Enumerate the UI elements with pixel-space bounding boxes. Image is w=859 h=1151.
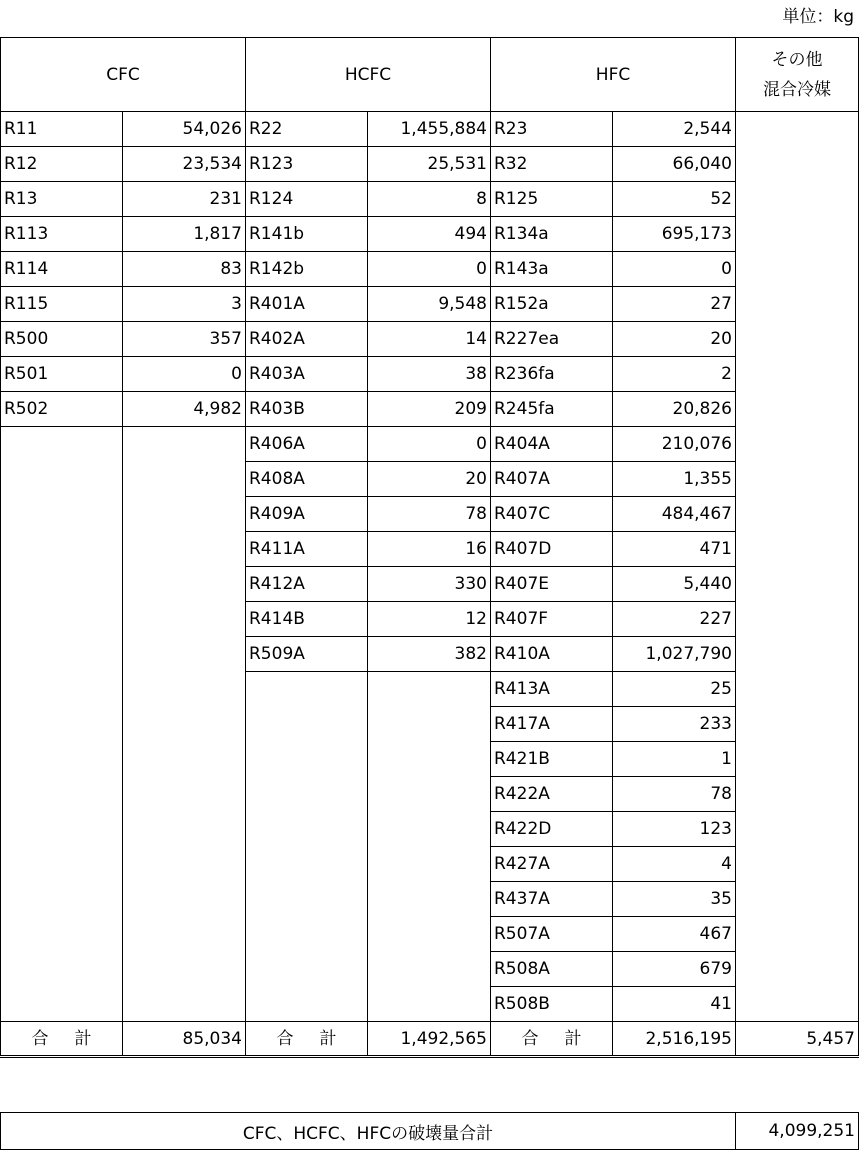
hfc-refrigerant-name: R407D [491,532,613,567]
hfc-refrigerant-name: R23 [491,112,613,147]
hcfc-refrigerant-name: R402A [246,322,368,357]
total-label-char: 合 [276,1028,294,1049]
cfc-refrigerant-name: R12 [1,147,123,182]
hcfc-refrigerant-value: 382 [368,637,491,672]
grand-total-row [1,1113,859,1150]
hfc-refrigerant-name: R143a [491,252,613,287]
hcfc-refrigerant-name: R403A [246,357,368,392]
table-row [1,112,859,147]
hcfc-header: HCFC [246,38,491,112]
hfc-refrigerant-value: 484,467 [613,497,736,532]
hfc-refrigerant-name: R407E [491,567,613,602]
hcfc-refrigerant-value: 20 [368,462,491,497]
cfc-refrigerant-name: R502 [1,392,123,427]
hcfc-refrigerant-value: 209 [368,392,491,427]
hfc-refrigerant-value: 52 [613,182,736,217]
hcfc-refrigerant-value: 0 [368,252,491,287]
table-row [1,147,859,182]
cfc-empty-cell [1,427,123,1022]
hcfc-refrigerant-value: 25,531 [368,147,491,182]
hcfc-total-value: 1,492,565 [368,1022,491,1057]
total-label-char: 計 [74,1028,92,1049]
cfc-header: CFC [1,38,246,112]
hcfc-refrigerant-value: 0 [368,427,491,462]
hfc-refrigerant-name: R507A [491,917,613,952]
refrigerant-table [0,37,859,1058]
hcfc-refrigerant-name: R406A [246,427,368,462]
cfc-refrigerant-name: R11 [1,112,123,147]
cfc-empty-cell [123,427,246,1022]
hcfc-refrigerant-value: 16 [368,532,491,567]
cfc-refrigerant-value: 1,817 [123,217,246,252]
hcfc-refrigerant-value: 1,455,884 [368,112,491,147]
hfc-refrigerant-name: R413A [491,672,613,707]
total-label-char: 合 [521,1028,539,1049]
hfc-refrigerant-name: R422A [491,777,613,812]
table-row [1,252,859,287]
hfc-refrigerant-value: 123 [613,812,736,847]
hcfc-refrigerant-name: R123 [246,147,368,182]
hcfc-refrigerant-value: 9,548 [368,287,491,322]
hfc-refrigerant-value: 227 [613,602,736,637]
cfc-refrigerant-value: 4,982 [123,392,246,427]
hfc-refrigerant-value: 210,076 [613,427,736,462]
hfc-refrigerant-value: 695,173 [613,217,736,252]
hfc-refrigerant-value: 5,440 [613,567,736,602]
hfc-refrigerant-value: 20,826 [613,392,736,427]
cfc-refrigerant-name: R115 [1,287,123,322]
hfc-refrigerant-value: 20 [613,322,736,357]
hfc-total-label [491,1022,613,1057]
other-header [736,38,859,112]
hcfc-refrigerant-value: 78 [368,497,491,532]
header-row [1,38,859,112]
hfc-refrigerant-name: R421B [491,742,613,777]
table-row [1,217,859,252]
hfc-refrigerant-name: R508B [491,987,613,1022]
cfc-total-label [1,1022,123,1057]
hfc-refrigerant-name: R410A [491,637,613,672]
cfc-refrigerant-value: 23,534 [123,147,246,182]
hfc-header: HFC [491,38,736,112]
cfc-refrigerant-name: R113 [1,217,123,252]
hcfc-refrigerant-value: 14 [368,322,491,357]
other-empty-cell [736,112,859,1022]
total-label-char: 合 [31,1028,49,1049]
hfc-refrigerant-value: 78 [613,777,736,812]
hcfc-refrigerant-name: R509A [246,637,368,672]
hfc-refrigerant-value: 467 [613,917,736,952]
hcfc-empty-cell [368,672,491,1022]
table-row [1,322,859,357]
hfc-refrigerant-value: 35 [613,882,736,917]
hfc-refrigerant-value: 1,355 [613,462,736,497]
cfc-refrigerant-name: R501 [1,357,123,392]
hfc-refrigerant-value: 25 [613,672,736,707]
hfc-refrigerant-value: 1 [613,742,736,777]
hfc-refrigerant-name: R404A [491,427,613,462]
hfc-refrigerant-value: 679 [613,952,736,987]
hfc-refrigerant-name: R125 [491,182,613,217]
hfc-refrigerant-name: R236fa [491,357,613,392]
hfc-refrigerant-name: R407F [491,602,613,637]
hcfc-refrigerant-name: R124 [246,182,368,217]
hfc-refrigerant-value: 233 [613,707,736,742]
hcfc-refrigerant-value: 12 [368,602,491,637]
cfc-total-value: 85,034 [123,1022,246,1057]
hfc-refrigerant-name: R134a [491,217,613,252]
hfc-total-value: 2,516,195 [613,1022,736,1057]
hfc-refrigerant-name: R508A [491,952,613,987]
hcfc-refrigerant-name: R414B [246,602,368,637]
unit-label: 単位：kg [782,7,854,27]
grand-total-label: CFC、HCFC、HFCの破壊量合計 [1,1113,736,1150]
hcfc-refrigerant-name: R142b [246,252,368,287]
totals-row [1,1022,859,1057]
hfc-refrigerant-name: R422D [491,812,613,847]
hfc-refrigerant-name: R245fa [491,392,613,427]
hfc-refrigerant-value: 66,040 [613,147,736,182]
hfc-refrigerant-name: R437A [491,882,613,917]
table-body [1,38,859,1057]
hfc-refrigerant-name: R227ea [491,322,613,357]
cfc-refrigerant-name: R500 [1,322,123,357]
hfc-refrigerant-value: 471 [613,532,736,567]
hcfc-refrigerant-value: 8 [368,182,491,217]
table-row [1,357,859,392]
total-label-char: 計 [564,1028,582,1049]
hfc-refrigerant-name: R407A [491,462,613,497]
hfc-refrigerant-name: R152a [491,287,613,322]
hfc-refrigerant-value: 1,027,790 [613,637,736,672]
grand-total-value: 4,099,251 [736,1113,859,1150]
cfc-refrigerant-name: R114 [1,252,123,287]
hcfc-refrigerant-name: R22 [246,112,368,147]
hfc-refrigerant-value: 41 [613,987,736,1022]
hcfc-refrigerant-name: R401A [246,287,368,322]
other-header-line2: 混合冷媒 [763,79,831,100]
hfc-refrigerant-value: 4 [613,847,736,882]
hfc-refrigerant-name: R417A [491,707,613,742]
hfc-refrigerant-value: 27 [613,287,736,322]
other-total-value: 5,457 [736,1022,859,1057]
total-label-char: 計 [319,1028,337,1049]
cfc-refrigerant-value: 3 [123,287,246,322]
hcfc-refrigerant-name: R141b [246,217,368,252]
hcfc-refrigerant-name: R411A [246,532,368,567]
hfc-refrigerant-value: 2,544 [613,112,736,147]
hfc-refrigerant-value: 2 [613,357,736,392]
hcfc-refrigerant-value: 494 [368,217,491,252]
hcfc-refrigerant-name: R409A [246,497,368,532]
hcfc-total-label [246,1022,368,1057]
cfc-refrigerant-name: R13 [1,182,123,217]
hcfc-refrigerant-name: R408A [246,462,368,497]
table-row [1,287,859,322]
cfc-refrigerant-value: 357 [123,322,246,357]
hfc-refrigerant-value: 0 [613,252,736,287]
grand-total-table [0,1112,859,1150]
cfc-refrigerant-value: 54,026 [123,112,246,147]
hcfc-refrigerant-value: 330 [368,567,491,602]
table-row [1,182,859,217]
cfc-refrigerant-value: 0 [123,357,246,392]
other-header-line1: その他 [771,49,823,70]
table-row [1,392,859,427]
hcfc-empty-cell [246,672,368,1022]
hcfc-refrigerant-name: R412A [246,567,368,602]
hfc-refrigerant-name: R32 [491,147,613,182]
hfc-refrigerant-name: R407C [491,497,613,532]
hcfc-refrigerant-name: R403B [246,392,368,427]
cfc-refrigerant-value: 231 [123,182,246,217]
table-row [1,427,859,462]
hcfc-refrigerant-value: 38 [368,357,491,392]
hfc-refrigerant-name: R427A [491,847,613,882]
cfc-refrigerant-value: 83 [123,252,246,287]
